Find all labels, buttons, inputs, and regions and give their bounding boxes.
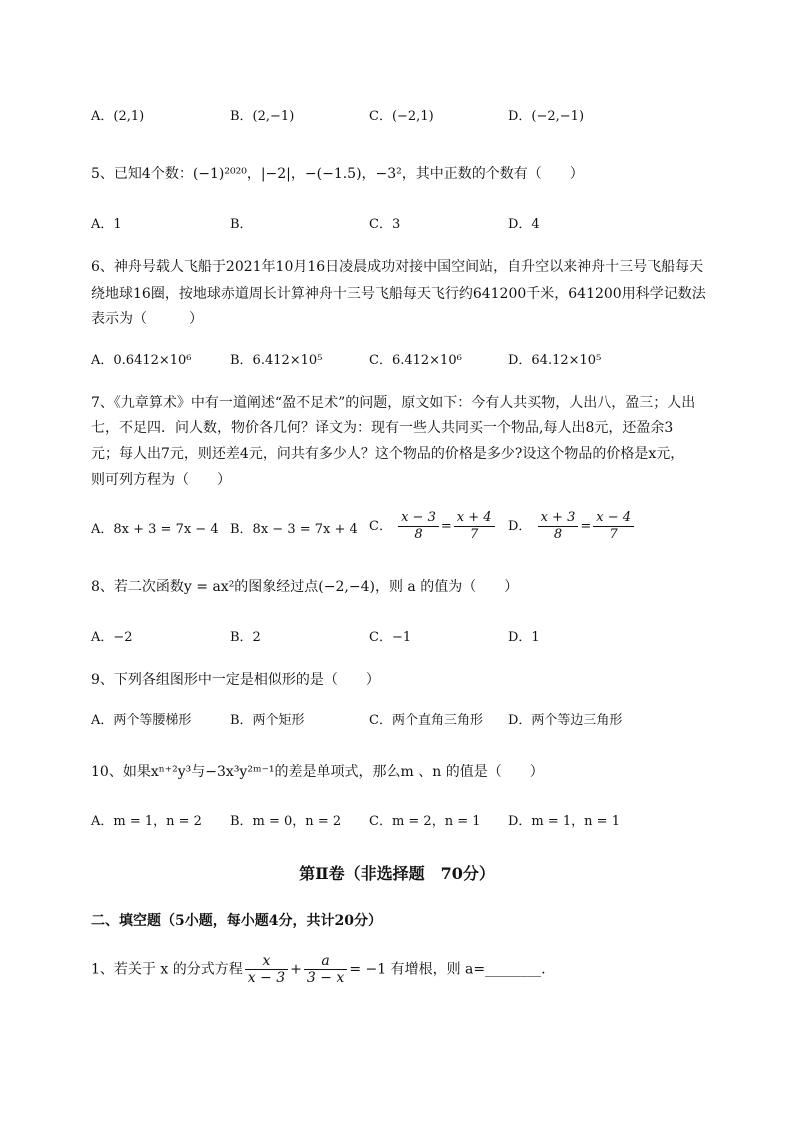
fraction-denominator: 3 − x [306, 970, 345, 986]
equals-sign: = [440, 519, 452, 534]
section2-heading: 二、填空题（5小题，每小题4分，共计20分） [91, 913, 382, 929]
q9-option-c: C．两个直角三角形 [369, 713, 483, 728]
q10-text: 10、如果xⁿ⁺²y³与−3x³y²ᵐ⁻¹的差是单项式，那么m 、n 的值是（ ） [91, 764, 544, 780]
q8-option-d: D．1 [508, 630, 540, 645]
fraction-numerator: x + 3 [538, 510, 579, 527]
q7-line-2: 七，不足四．问人数，物价各几何？译文为：现有一些人共同买一个物品,每人出8元，还盈余3 [91, 420, 674, 436]
q5-option-d: D．4 [508, 217, 540, 232]
equals-sign: = [580, 519, 592, 534]
q7-option-b: B．8x − 3 = 7x + 4 [230, 522, 358, 537]
q7-option-c-fraction-left [398, 510, 439, 543]
q8-option-c: C．−1 [369, 630, 412, 645]
q4-option-b: B．(2,−1) [230, 109, 295, 124]
fill1-suffix: = −1 有增根，则 a=________. [349, 961, 546, 978]
q10-option-c: C．m = 2，n = 1 [369, 814, 481, 829]
q7-line-4: 则可列方程为（ ） [91, 472, 231, 488]
fill1-fraction-2 [304, 953, 347, 986]
q7-option-d [508, 510, 636, 543]
q10-option-a: A．m = 1，n = 2 [91, 814, 202, 829]
q6-line-1: 6、神舟号载人飞船于2021年10月16日凌晨成功对接中国空间站，自升空以来神舟十三号飞船每天 [91, 259, 704, 275]
part2-title: 第Ⅱ卷（非选择题 70分） [299, 864, 495, 883]
q7-line-3: 元；每人出7元，则还差4元，问共有多少人？这个物品的价格是多少?设这个物品的价格是x元， [91, 446, 685, 462]
q7-option-d-fraction-right [593, 510, 634, 543]
q4-option-c: C．(−2,1) [369, 109, 434, 124]
q4-option-d: D．(−2,−1) [508, 109, 585, 124]
q6-line-3: 表示为（ ） [91, 311, 203, 327]
fill1-prefix: 1、若关于 x 的分式方程 [91, 961, 243, 978]
fraction-numerator: x + 4 [454, 510, 495, 527]
q5-option-b: B． [230, 217, 253, 232]
q10-option-d: D．m = 1，n = 1 [508, 814, 620, 829]
q6-option-d: D．64.12×10⁵ [508, 353, 602, 368]
q6-option-a: A．0.6412×10⁶ [91, 353, 192, 368]
q5-text: 5、已知4个数：(−1)²⁰²⁰，|−2|，−(−1.5)，−3²，其中正数的个数有（ ） [91, 166, 584, 182]
q7-option-d-fraction-left [538, 510, 579, 543]
fill1-fraction-1 [245, 953, 288, 986]
fraction-numerator: x − 4 [593, 510, 634, 527]
fraction-denominator: 7 [609, 527, 618, 542]
fraction-denominator: 8 [553, 527, 563, 542]
q9-option-b: B．两个矩形 [230, 713, 305, 728]
q7-option-c-fraction-right [454, 510, 495, 543]
fraction-denominator: 7 [470, 527, 479, 542]
q7-option-c [369, 510, 497, 543]
q7-option-c-label: C． [369, 519, 392, 534]
q8-option-b: B．2 [230, 630, 261, 645]
plus-sign: + [290, 961, 302, 978]
q5-option-a: A．1 [91, 217, 122, 232]
q4-option-a: A．(2,1) [91, 109, 145, 124]
q7-line-1: 7、《九章算术》中有一道阐述“盈不足术”的问题，原文如下：今有人共买物，人出八，盈三；人出 [91, 395, 696, 411]
fraction-denominator: 8 [414, 527, 423, 542]
q5-option-c: C．3 [369, 217, 401, 232]
q6-option-c: C．6.412×10⁶ [369, 353, 462, 368]
q6-line-2: 绕地球16圈，按地球赤道周长计算神舟十三号飞船每天飞行约641200千米，641200用科学记数法 [91, 286, 706, 302]
fraction-numerator: x − 3 [398, 510, 439, 527]
q10-option-b: B．m = 0，n = 2 [230, 814, 342, 829]
fraction-numerator: a [304, 953, 347, 970]
q7-option-d-label: D． [508, 519, 532, 534]
q9-option-a: A．两个等腰梯形 [91, 713, 192, 728]
q9-text: 9、下列各组图形中一定是相似形的是（ ） [91, 672, 380, 688]
q6-option-b: B．6.412×10⁵ [230, 353, 323, 368]
fill1-question [91, 953, 546, 986]
q9-option-d: D．两个等边三角形 [508, 713, 623, 728]
fraction-denominator: x − 3 [247, 970, 286, 986]
fraction-numerator: x [245, 953, 288, 970]
q8-text: 8、若二次函数y = ax²的图象经过点(−2,−4)，则 a 的值为（ ） [91, 579, 519, 595]
q8-option-a: A．−2 [91, 630, 133, 645]
q7-option-a: A．8x + 3 = 7x − 4 [91, 522, 219, 537]
